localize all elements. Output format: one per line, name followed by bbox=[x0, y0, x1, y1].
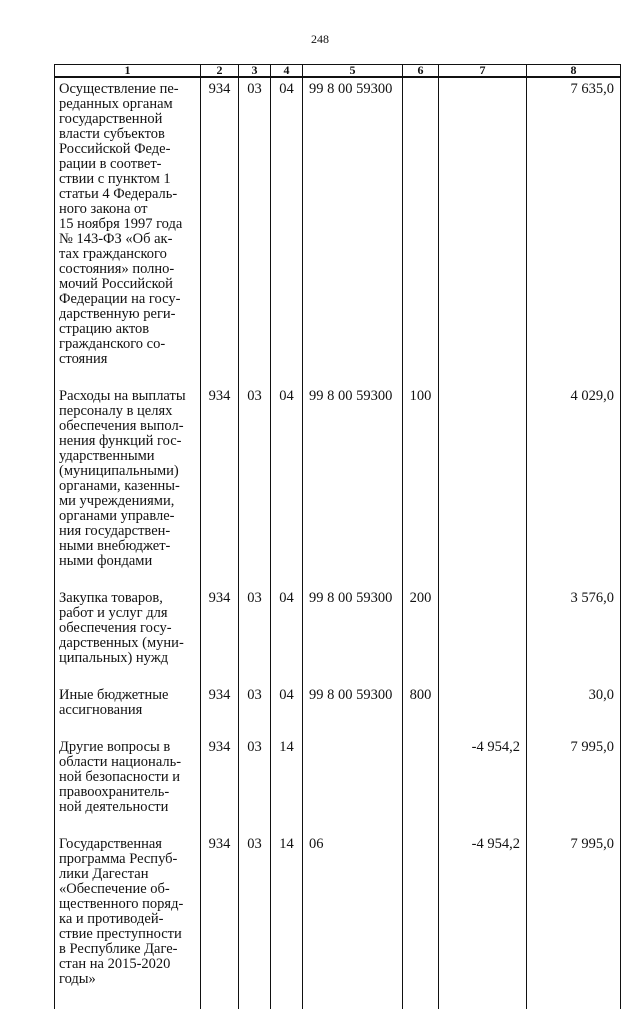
empty-cell bbox=[201, 367, 239, 385]
row-name-line: персоналу в целях bbox=[59, 403, 173, 419]
row-name-line: дарственных (муни- bbox=[59, 635, 184, 651]
change-amount: -4 954,2 bbox=[439, 833, 527, 987]
column-header: 6 bbox=[403, 65, 439, 78]
empty-cell bbox=[403, 987, 439, 1009]
row-name-line: ния государствен- bbox=[59, 523, 171, 539]
row-name-line: «Обеспечение об- bbox=[59, 881, 170, 897]
ministry-code: 934 bbox=[201, 833, 239, 987]
expense-type-code bbox=[403, 833, 439, 987]
row-name-line: ной деятельности bbox=[59, 799, 169, 815]
ministry-code: 934 bbox=[201, 736, 239, 815]
row-name-line: ного закона от bbox=[59, 201, 148, 217]
expense-type-code bbox=[403, 736, 439, 815]
row-name-line: Другие вопросы в bbox=[59, 739, 171, 755]
section-code: 03 bbox=[239, 385, 271, 569]
target-article-code: 99 8 00 59300 bbox=[303, 385, 403, 569]
row-name-line: ной безопасности и bbox=[59, 769, 181, 785]
row-name-line: стояния bbox=[59, 351, 108, 367]
row-name-line: ствие преступности bbox=[59, 926, 182, 942]
subsection-code: 14 bbox=[271, 833, 303, 987]
row-name-line: рации в соответ- bbox=[59, 156, 162, 172]
empty-cell bbox=[527, 666, 621, 684]
ministry-code: 934 bbox=[201, 684, 239, 718]
target-article-code: 99 8 00 59300 bbox=[303, 587, 403, 666]
empty-cell bbox=[239, 718, 271, 736]
column-header: 7 bbox=[439, 65, 527, 78]
section-code: 03 bbox=[239, 684, 271, 718]
row-name bbox=[55, 833, 201, 987]
row-name-line: нения функций гос- bbox=[59, 433, 182, 449]
row-name-line: обеспечения выпол- bbox=[59, 418, 184, 434]
change-amount bbox=[439, 77, 527, 367]
target-article-code: 06 bbox=[303, 833, 403, 987]
empty-cell bbox=[201, 815, 239, 833]
row-gap bbox=[55, 815, 621, 833]
empty-cell bbox=[303, 815, 403, 833]
table-row bbox=[55, 736, 621, 815]
column-header: 2 bbox=[201, 65, 239, 78]
section-code: 03 bbox=[239, 736, 271, 815]
row-name-line: власти субъектов bbox=[59, 126, 165, 142]
row-name-line: ассигнования bbox=[59, 702, 143, 718]
row-name-line: Государственная bbox=[59, 836, 162, 852]
row-name-line: ударственными bbox=[59, 448, 155, 464]
expense-type-code: 800 bbox=[403, 684, 439, 718]
empty-cell bbox=[271, 987, 303, 1009]
change-amount bbox=[439, 684, 527, 718]
row-name bbox=[55, 77, 201, 367]
column-header: 8 bbox=[527, 65, 621, 78]
empty-cell bbox=[271, 569, 303, 587]
row-name-line: правоохранитель- bbox=[59, 784, 170, 800]
row-name-line: Федерации на госу- bbox=[59, 291, 181, 307]
empty-cell bbox=[55, 367, 201, 385]
page-number: 248 bbox=[311, 32, 329, 46]
column-header: 1 bbox=[55, 65, 201, 78]
row-name-line: тах гражданского bbox=[59, 246, 167, 262]
table-row bbox=[55, 833, 621, 987]
empty-cell bbox=[55, 718, 201, 736]
row-gap bbox=[55, 367, 621, 385]
column-header: 3 bbox=[239, 65, 271, 78]
table-row bbox=[55, 77, 621, 367]
row-name-line: органами, казенны- bbox=[59, 478, 180, 494]
row-name-line: ными внебюджет- bbox=[59, 538, 171, 554]
row-name-line: государственной bbox=[59, 111, 163, 127]
row-name-line: области националь- bbox=[59, 754, 182, 770]
row-name-line: в Республике Даге- bbox=[59, 941, 178, 957]
empty-cell bbox=[527, 987, 621, 1009]
empty-cell bbox=[239, 815, 271, 833]
row-name-line: органами управле- bbox=[59, 508, 175, 524]
row-name-line: Иные бюджетные bbox=[59, 687, 169, 703]
target-article-code: 99 8 00 59300 bbox=[303, 684, 403, 718]
row-name-line: (муниципальными) bbox=[59, 463, 179, 479]
empty-cell bbox=[271, 815, 303, 833]
table-row bbox=[55, 587, 621, 666]
row-name-line: обеспечения госу- bbox=[59, 620, 172, 636]
empty-cell bbox=[271, 718, 303, 736]
budget-table bbox=[54, 64, 621, 1009]
empty-cell bbox=[55, 666, 201, 684]
row-name-line: ка и противодей- bbox=[59, 911, 164, 927]
empty-cell bbox=[403, 718, 439, 736]
row-name-line: ными фондами bbox=[59, 553, 153, 569]
empty-cell bbox=[271, 666, 303, 684]
empty-cell bbox=[271, 367, 303, 385]
row-name-line: состояния» полно- bbox=[59, 261, 175, 277]
row-name-line: стан на 2015-2020 bbox=[59, 956, 171, 972]
section-code: 03 bbox=[239, 833, 271, 987]
empty-cell bbox=[239, 987, 271, 1009]
empty-cell bbox=[201, 569, 239, 587]
empty-cell bbox=[403, 367, 439, 385]
expense-type-code: 100 bbox=[403, 385, 439, 569]
empty-cell bbox=[303, 666, 403, 684]
empty-cell bbox=[439, 569, 527, 587]
target-article-code: 99 8 00 59300 bbox=[303, 77, 403, 367]
empty-cell bbox=[439, 987, 527, 1009]
empty-cell bbox=[527, 569, 621, 587]
change-amount: -4 954,2 bbox=[439, 736, 527, 815]
total-amount: 7 635,0 bbox=[527, 77, 621, 367]
empty-cell bbox=[201, 718, 239, 736]
empty-cell bbox=[527, 367, 621, 385]
row-name-line: лики Дагестан bbox=[59, 866, 149, 882]
row-name-line: статьи 4 Федераль- bbox=[59, 186, 178, 202]
subsection-code: 04 bbox=[271, 385, 303, 569]
expense-type-code: 200 bbox=[403, 587, 439, 666]
empty-cell bbox=[439, 718, 527, 736]
empty-cell bbox=[303, 367, 403, 385]
empty-cell bbox=[303, 718, 403, 736]
row-name bbox=[55, 587, 201, 666]
empty-cell bbox=[55, 987, 201, 1009]
row-gap bbox=[55, 569, 621, 587]
empty-cell bbox=[403, 666, 439, 684]
ministry-code: 934 bbox=[201, 385, 239, 569]
empty-cell bbox=[239, 367, 271, 385]
total-amount: 3 576,0 bbox=[527, 587, 621, 666]
row-name-line: Российской Феде- bbox=[59, 141, 171, 157]
empty-cell bbox=[403, 815, 439, 833]
expense-type-code bbox=[403, 77, 439, 367]
row-name-line: программа Респуб- bbox=[59, 851, 178, 867]
table-body bbox=[55, 77, 621, 1009]
row-name-line: гражданского со- bbox=[59, 336, 166, 352]
total-amount: 30,0 bbox=[527, 684, 621, 718]
empty-cell bbox=[55, 815, 201, 833]
row-name-line: работ и услуг для bbox=[59, 605, 168, 621]
ministry-code: 934 bbox=[201, 587, 239, 666]
change-amount bbox=[439, 385, 527, 569]
row-name-line: Закупка товаров, bbox=[59, 590, 163, 606]
row-name-line: ствии с пунктом 1 bbox=[59, 171, 171, 187]
row-name-line: мочий Российской bbox=[59, 276, 173, 292]
subsection-code: 14 bbox=[271, 736, 303, 815]
total-amount: 7 995,0 bbox=[527, 736, 621, 815]
empty-cell bbox=[239, 666, 271, 684]
row-name-line: страцию актов bbox=[59, 321, 150, 337]
empty-cell bbox=[403, 569, 439, 587]
change-amount bbox=[439, 587, 527, 666]
row-name-line: Расходы на выплаты bbox=[59, 388, 186, 404]
row-name-line: № 143-ФЗ «Об ак- bbox=[59, 231, 173, 247]
empty-cell bbox=[439, 666, 527, 684]
empty-cell bbox=[439, 367, 527, 385]
row-name-line: 15 ноября 1997 года bbox=[59, 216, 183, 232]
section-code: 03 bbox=[239, 77, 271, 367]
subsection-code: 04 bbox=[271, 587, 303, 666]
row-name-line: ми учреждениями, bbox=[59, 493, 175, 509]
column-header: 4 bbox=[271, 65, 303, 78]
section-code: 03 bbox=[239, 587, 271, 666]
table-row bbox=[55, 684, 621, 718]
row-name-line: годы» bbox=[59, 971, 96, 987]
empty-cell bbox=[201, 987, 239, 1009]
subsection-code: 04 bbox=[271, 684, 303, 718]
total-amount: 4 029,0 bbox=[527, 385, 621, 569]
row-name bbox=[55, 736, 201, 815]
row-gap bbox=[55, 666, 621, 684]
target-article-code bbox=[303, 736, 403, 815]
empty-cell bbox=[303, 569, 403, 587]
row-name-line: щественного поряд- bbox=[59, 896, 184, 912]
row-name-line: Осуществление пе- bbox=[59, 81, 179, 97]
row-name-line: дарственную реги- bbox=[59, 306, 176, 322]
row-gap bbox=[55, 987, 621, 1009]
empty-cell bbox=[201, 666, 239, 684]
column-header: 5 bbox=[303, 65, 403, 78]
table-row bbox=[55, 385, 621, 569]
ministry-code: 934 bbox=[201, 77, 239, 367]
empty-cell bbox=[439, 815, 527, 833]
subsection-code: 04 bbox=[271, 77, 303, 367]
row-gap bbox=[55, 718, 621, 736]
empty-cell bbox=[55, 569, 201, 587]
empty-cell bbox=[303, 987, 403, 1009]
row-name-line: реданных органам bbox=[59, 96, 173, 112]
empty-cell bbox=[527, 815, 621, 833]
total-amount: 7 995,0 bbox=[527, 833, 621, 987]
table-header-row bbox=[55, 65, 621, 78]
row-name-line: ципальных) нужд bbox=[59, 650, 169, 666]
row-name bbox=[55, 385, 201, 569]
empty-cell bbox=[527, 718, 621, 736]
row-name bbox=[55, 684, 201, 718]
empty-cell bbox=[239, 569, 271, 587]
